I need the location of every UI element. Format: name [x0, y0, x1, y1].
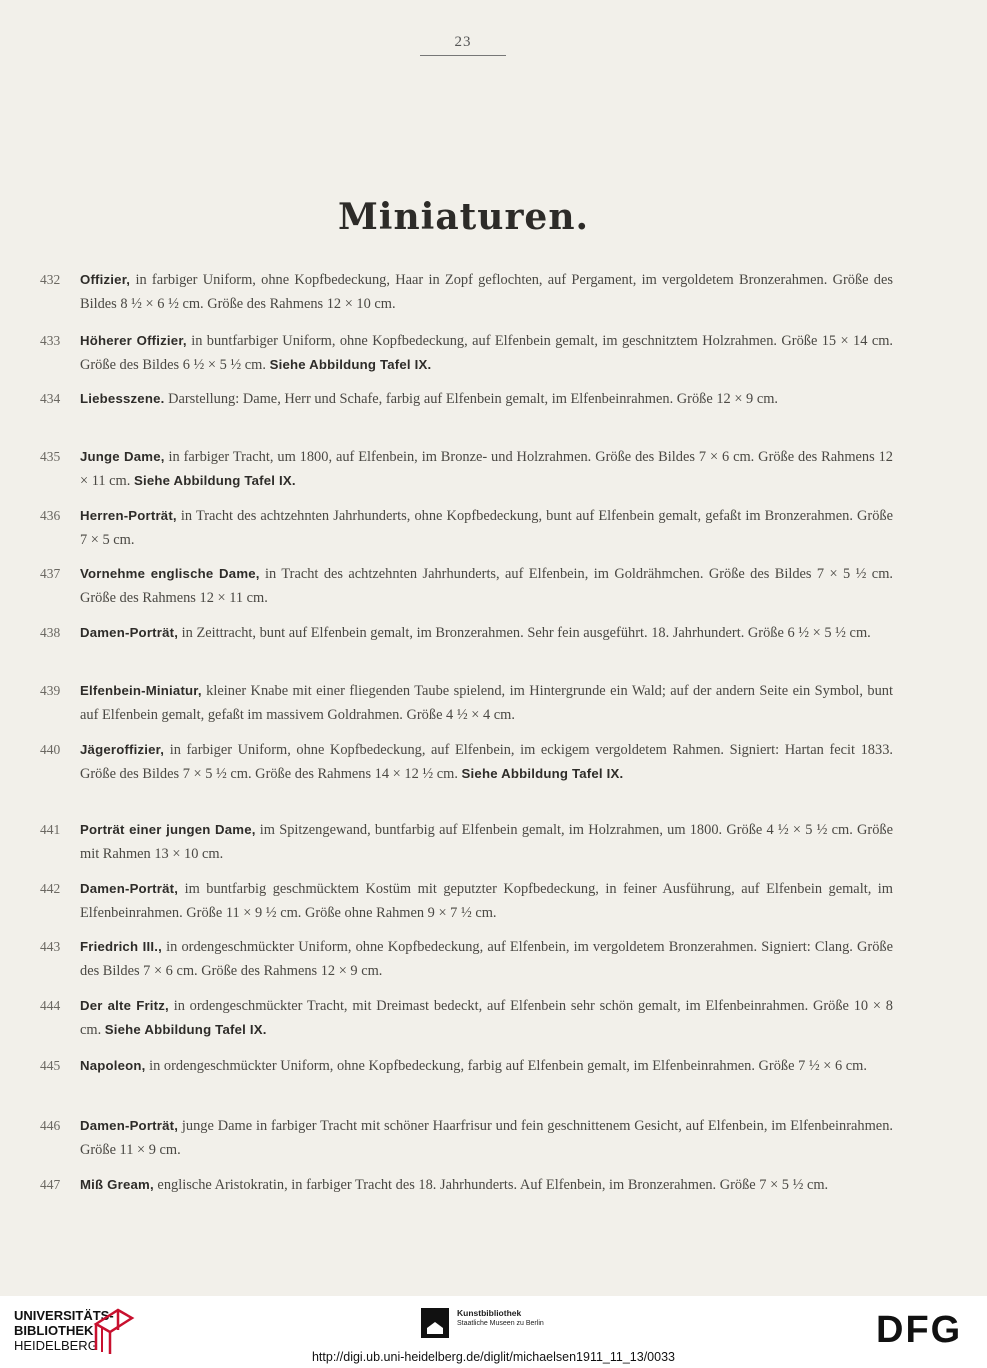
entry-text — [80, 329, 893, 377]
entry-name: Liebesszene. — [80, 391, 165, 406]
entry-text — [80, 504, 893, 552]
entry-number: 439 — [40, 683, 61, 698]
kunstbibliothek-logo-icon — [421, 1308, 449, 1338]
entry-text — [80, 935, 893, 983]
uni-logo-line: HEIDELBERG — [14, 1338, 98, 1353]
entry-number: 442 — [40, 881, 61, 896]
entry-description: Darstellung: Dame, Herr und Schafe, farbig auf Elfenbein gemalt, im Elfenbeinrahmen. Größe 12 × 9 cm. — [164, 391, 779, 407]
entry-name: Höherer Offizier, — [80, 333, 187, 348]
entry-number: 438 — [40, 625, 61, 640]
footer-bar — [0, 1296, 987, 1368]
entry-reference: Siehe Abbildung Tafel IX. — [269, 357, 432, 372]
entry-number: 446 — [40, 1118, 61, 1133]
entry-name: Damen-Porträt, — [80, 881, 179, 896]
entry-text — [80, 445, 893, 493]
entry-name: Offizier, — [80, 272, 131, 287]
entry-name: Der alte Fritz, — [80, 998, 169, 1013]
page-number: 23 — [454, 34, 472, 50]
entry-description: in Zeittracht, bunt auf Elfenbein gemalt, im Bronzerahmen. Sehr fein ausgeführt. 18. Jahrhundert. Größe 6 ½ × 5 ½ cm. — [178, 625, 871, 641]
entry-number: 440 — [40, 742, 61, 757]
entry-number: 447 — [40, 1177, 61, 1192]
entry-reference: Siehe Abbildung Tafel IX. — [133, 473, 296, 488]
entry-number: 444 — [40, 998, 61, 1013]
entry-text — [80, 679, 893, 727]
entry-description: in farbiger Tracht, um 1800, auf Elfenbein, im Bronze- und Holzrahmen. Größe des Bildes 7 × 6 cm. Größe des Rahmens 12 × 11 cm. — [80, 449, 894, 489]
entry-reference: Siehe Abbildung Tafel IX. — [461, 766, 624, 781]
entry-number: 436 — [40, 508, 61, 523]
dfg-logo: DFG — [876, 1309, 963, 1351]
university-crest-icon — [92, 1306, 136, 1356]
entry-reference: Siehe Abbildung Tafel IX. — [104, 1022, 267, 1037]
entry-name: Damen-Porträt, — [80, 1118, 179, 1133]
entry-text — [80, 387, 893, 411]
entry-text — [80, 268, 893, 316]
entry-description: im Spitzengewand, buntfarbig auf Elfenbein gemalt, im Holzrahmen, um 1800. Größe 4 ½ × 5 ½ cm. Größe mit Rahmen 13 × 10 cm. — [80, 822, 894, 862]
entry-text — [80, 994, 893, 1042]
kb-title: Kunstbibliothek — [457, 1308, 522, 1318]
entry-description: in Tracht des achtzehnten Jahrhunderts, auf Elfenbein, im Goldrähmchen. Größe des Bildes 7 × 5 ½ cm. Größe des Rahmens 12 × 11 cm. — [80, 566, 893, 606]
entry-number: 443 — [40, 939, 61, 954]
entry-text — [80, 738, 893, 786]
entry-description: in ordengeschmückter Uniform, ohne Kopfbedeckung, farbig auf Elfenbein gemalt, im Elfenbeinrahmen. Größe 7 ½ × 6 cm. — [145, 1058, 867, 1074]
uni-logo-line: BIBLIOTHEK — [14, 1323, 94, 1338]
entry-description: im buntfarbig geschmücktem Kostüm mit geputzter Kopfbedeckung, in feiner Ausführung, auf Elfenbein gemalt, im Elfenbeinrahmen. Größe 11 × 9 ½ cm. Größe ohne Rahmen 9 × 7 ½ cm. — [80, 881, 893, 921]
entry-description: in Tracht des achtzehnten Jahrhunderts, ohne Kopfbedeckung, bunt auf Elfenbein gemalt, gefaßt im Bronzerahmen. Größe 7 × 5 cm. — [80, 508, 893, 548]
entry-description: in farbiger Uniform, ohne Kopfbedeckung, Haar in Zopf geflochten, auf Pergament, im vergoldetem Bronzerahmen. Größe des Bildes 8 ½ × 6 ½ cm. Größe des Rahmens 12 × 10 cm. — [80, 272, 893, 312]
uni-logo-line: UNIVERSITÄTS- — [14, 1308, 114, 1323]
page-number-rule — [420, 55, 506, 56]
page-title: Miniaturen. — [337, 196, 590, 238]
kb-subtitle: Staatliche Museen zu Berlin — [457, 1320, 544, 1327]
entry-description: englische Aristokratin, in farbiger Tracht des 18. Jahrhunderts. Auf Elfenbein, im Bronzerahmen. Größe 7 × 5 ½ cm. — [153, 1177, 829, 1193]
entry-name: Miß Gream, — [80, 1177, 154, 1192]
entry-number: 441 — [40, 822, 61, 837]
entry-description: kleiner Knabe mit einer fliegenden Taube spielend, im Hintergrunde ein Wald; auf der andern Seite ein Symbol, bunt auf Elfenbein gemalt, gefaßt im massivem Goldrahmen. Größe 4 ½ × 4 cm. — [80, 683, 893, 723]
entry-name: Friedrich III., — [80, 939, 162, 954]
entry-text — [80, 818, 893, 866]
entry-description: in ordengeschmückter Tracht, mit Dreimast bedeckt, auf Elfenbein sehr schön gemalt, im Elfenbeinrahmen. Größe 10 × 8 cm. — [80, 998, 893, 1038]
entry-text — [80, 1173, 893, 1197]
entry-name: Damen-Porträt, — [80, 625, 179, 640]
entry-description: in farbiger Uniform, ohne Kopfbedeckung, auf Elfenbein, im eckigem vergoldetem Rahmen. Signiert: Hartan fecit 1833. Größe des Bildes 7 × 5 ½ cm. Größe des Rahmens 14 × 12 ½ cm. — [80, 742, 893, 782]
entry-name: Junge Dame, — [80, 449, 165, 464]
entry-text — [80, 562, 893, 610]
entry-number: 434 — [40, 391, 61, 406]
source-url-link[interactable]: http://digi.ub.uni-heidelberg.de/diglit/michaelsen1911_11_13/0033 — [311, 1350, 675, 1364]
entry-number: 435 — [40, 449, 61, 464]
entry-text — [80, 1054, 893, 1078]
entry-text — [80, 877, 893, 925]
entry-name: Porträt einer jungen Dame, — [80, 822, 256, 837]
entry-description: junge Dame in farbiger Tracht mit schöner Haarfrisur und fein geschnittenem Gesicht, auf Elfenbein, im Elfenbeinrahmen. Größe 11 × 9 cm. — [80, 1118, 893, 1158]
entry-text — [80, 621, 893, 645]
kunstbibliothek-label — [457, 1308, 544, 1329]
entry-text — [80, 1114, 893, 1162]
entry-name: Elfenbein-Miniatur, — [80, 683, 202, 698]
entry-number: 445 — [40, 1058, 61, 1073]
entry-name: Vornehme englische Dame, — [80, 566, 260, 581]
entry-name: Napoleon, — [80, 1058, 146, 1073]
entry-number: 433 — [40, 333, 61, 348]
entry-description: in buntfarbiger Uniform, ohne Kopfbedeckung, auf Elfenbein gemalt, im geschnitztem Holzrahmen. Größe 15 × 14 cm. Größe des Bildes 6 ½ × 5 ½ cm. — [80, 333, 893, 373]
entry-name: Herren-Porträt, — [80, 508, 177, 523]
entry-number: 432 — [40, 272, 61, 287]
entry-name: Jägeroffizier, — [80, 742, 165, 757]
entry-description: in ordengeschmückter Uniform, ohne Kopfbedeckung, auf Elfenbein, im vergoldetem Bronzerahmen. Signiert: Clang. Größe des Bildes 7 × 6 cm. Größe des Rahmens 12 × 9 cm. — [80, 939, 893, 979]
entry-number: 437 — [40, 566, 61, 581]
